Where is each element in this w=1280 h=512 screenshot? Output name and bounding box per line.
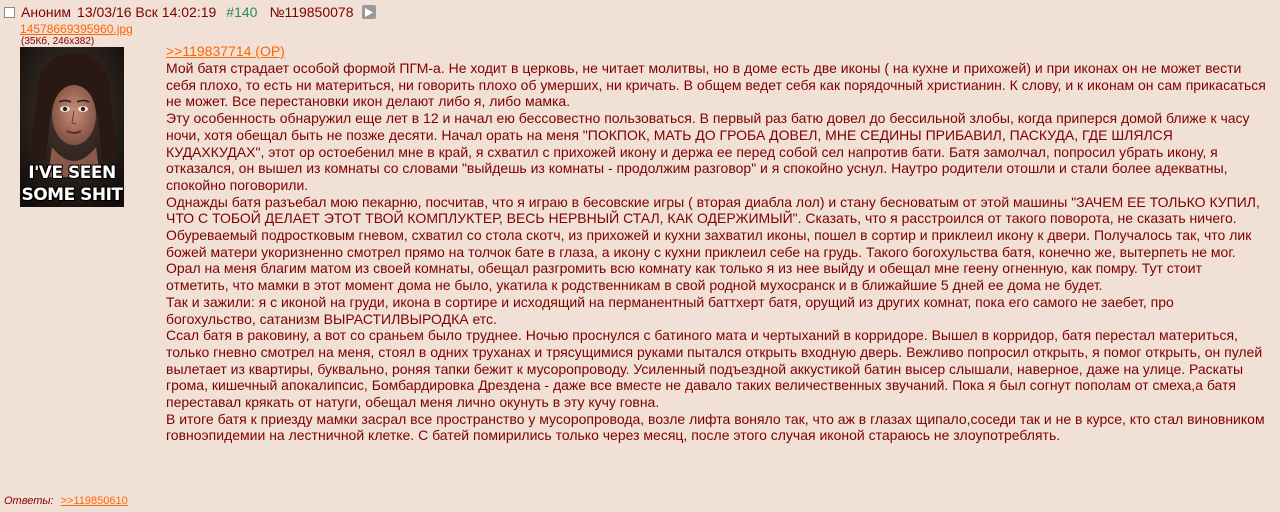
file-info: (35Кб, 246x382)	[21, 36, 95, 47]
message-paragraph: Ссал батя в раковину, а вот со сраньем было труднее. Ночью проснулся с батиного мата и чертыханий в корридоре. Вышел в корридор, батя перестал материться, только гневно смотрел на меня, стоял в одних труханах и трясущимися руками пытался открыть входную дверь. Вежливо попросил открыть, я помог открыть, он пулей вылетает из квартиры, буквально, роняя тапки бежит к мусоропроводу. Усиленный подъездной аккустикой батин высер слышали, наверное, даже на улице. Раскаты грома, кишечный апокалипсис, Бомбардировка Дрездена - даже все вместе не давало таких величественных звучаний. Пока я был согнут пополам от смеха,а батя переставал крякать от натуги, обещал меня лично окунуть в эту кучу говна.	[166, 327, 1263, 411]
post-select-checkbox[interactable]	[4, 7, 15, 18]
message-paragraph: В итоге батя к приезду мамки засрал все пространство у мусоропровода, возле лифта воняло так, что аж в глазах щипало,соседи так и не в курсе, кто стал виновником говноэпидемии на лестничной клетке. С батей помирились только через месяц, после этого случая иконой стараюсь не злоупотреблять.	[166, 410, 1265, 444]
message-paragraph: Эту особенность обнаружил еще лет в 12 и начал ею бессовестно пользоваться. В первый раз батю довел до бессильной злобы, когда приперся домой ближе к часу ночи, хотя обещал быть не позже десяти. Начал орать на меня "ПОКПОК, МАТЬ ДО ГРОБА ДОВЕЛ, МНЕ СЕДИНЫ ПРИБАВИЛ, ПАСКУДА, ГДЕ ШЛЯЛСЯ КУДАХКУДАХ", этот ор остоебенил мне в край, я схватил с прихожей икону и держа ее перед собой сел напротив бати. Батя замолчал, попросил убрать икону, я отказался, он вышел из комнаты со словами "выйдешь из комнаты - продолжим разговор" и я спокойно уснул. Наутро родители отошли и стали более адекватны, спокойно поговорили.	[166, 110, 1250, 193]
message-paragraph: Однажды батя разъебал мою пекарню, посчитав, что я играю в бесовские игры ( вторая диабла лол) и стану бесноватым от этой машины "ЗАЧЕМ ЕЕ ТОЛЬКО КУПИЛ, ЧТО С ТОБОЙ ДЕЛАЕТ ЭТОТ ТВОЙ КОМПЛУКТЕР, ВЕСЬ НЕРВНЫЙ СТАЛ, КАК ОДЕРЖИМЫЙ". Сказать, что я расстроился от такого поворота, не сказать ничего. Обуреваемый подростковым гневом, схватил со стола скотч, из прихожей и кухни захватил иконы, пошел в сортир и приклеил икону к двери. Получалось так, что лик божей матери укоризненно смотрел прямо на толчок бате в глаза, а икону с кухни приклеил себе на грудь. Такого богохульства батя, конечно же, вытерпеть не мог. Орал на меня благим матом из своей комнаты, обещал разгромить всю комнату как только я из нее выйду и обещал мне геену огненную, как помру. Тут стоит отметить, что мамки в этот момент дома не было, укатила к родственникам в свой родной мухосранск и в ближайшие 5 дней ее дома не будет.	[166, 193, 1260, 294]
answers-label: Ответы:	[4, 495, 54, 507]
post-number-link[interactable]: №119850078	[269, 4, 354, 20]
answer-ref-link[interactable]: >>119850610	[60, 495, 128, 507]
meme-caption-bottom: SOME SHIT	[21, 185, 123, 205]
answers-section	[4, 495, 128, 507]
post-ordinal: #140	[226, 4, 258, 20]
post-date: 13/03/16 Вск 14:02:19	[77, 4, 217, 20]
post-author: Аноним	[21, 4, 72, 20]
post-header	[4, 3, 376, 21]
message-paragraph: Так и зажили: я с иконой на груди, икона в сортире и исходящий на перманентный баттхерт батя, орущий из других комнат, пока его самого не заебет, про богохульство, сатанизм ВЫРАСТИЛВЫРОДКА етс.	[166, 293, 1174, 327]
meme-caption-top: I'VE SEEN	[28, 163, 116, 183]
post-thumbnail[interactable]	[20, 47, 124, 207]
expand-arrow-icon[interactable]	[362, 5, 376, 19]
file-link[interactable]: 14578669395960.jpg	[20, 22, 133, 36]
op-reply-link[interactable]: >>119837714 (OP)	[166, 43, 285, 59]
post-message	[166, 60, 1266, 444]
message-paragraph: Мой батя страдает особой формой ПГМ-а. Не ходит в церковь, не читает молитвы, но в доме есть две иконы ( на кухне и прихожей) и при иконах он не может вести себя плохо, то есть ни материться, ни говорить плохо об умерших, ни кричать. В общем ведет себя как порядочный христианин. К слову, и к иконам он сам прикасаться не может. Все перестановки икон делают либо я, либо мамка.	[166, 60, 1266, 110]
